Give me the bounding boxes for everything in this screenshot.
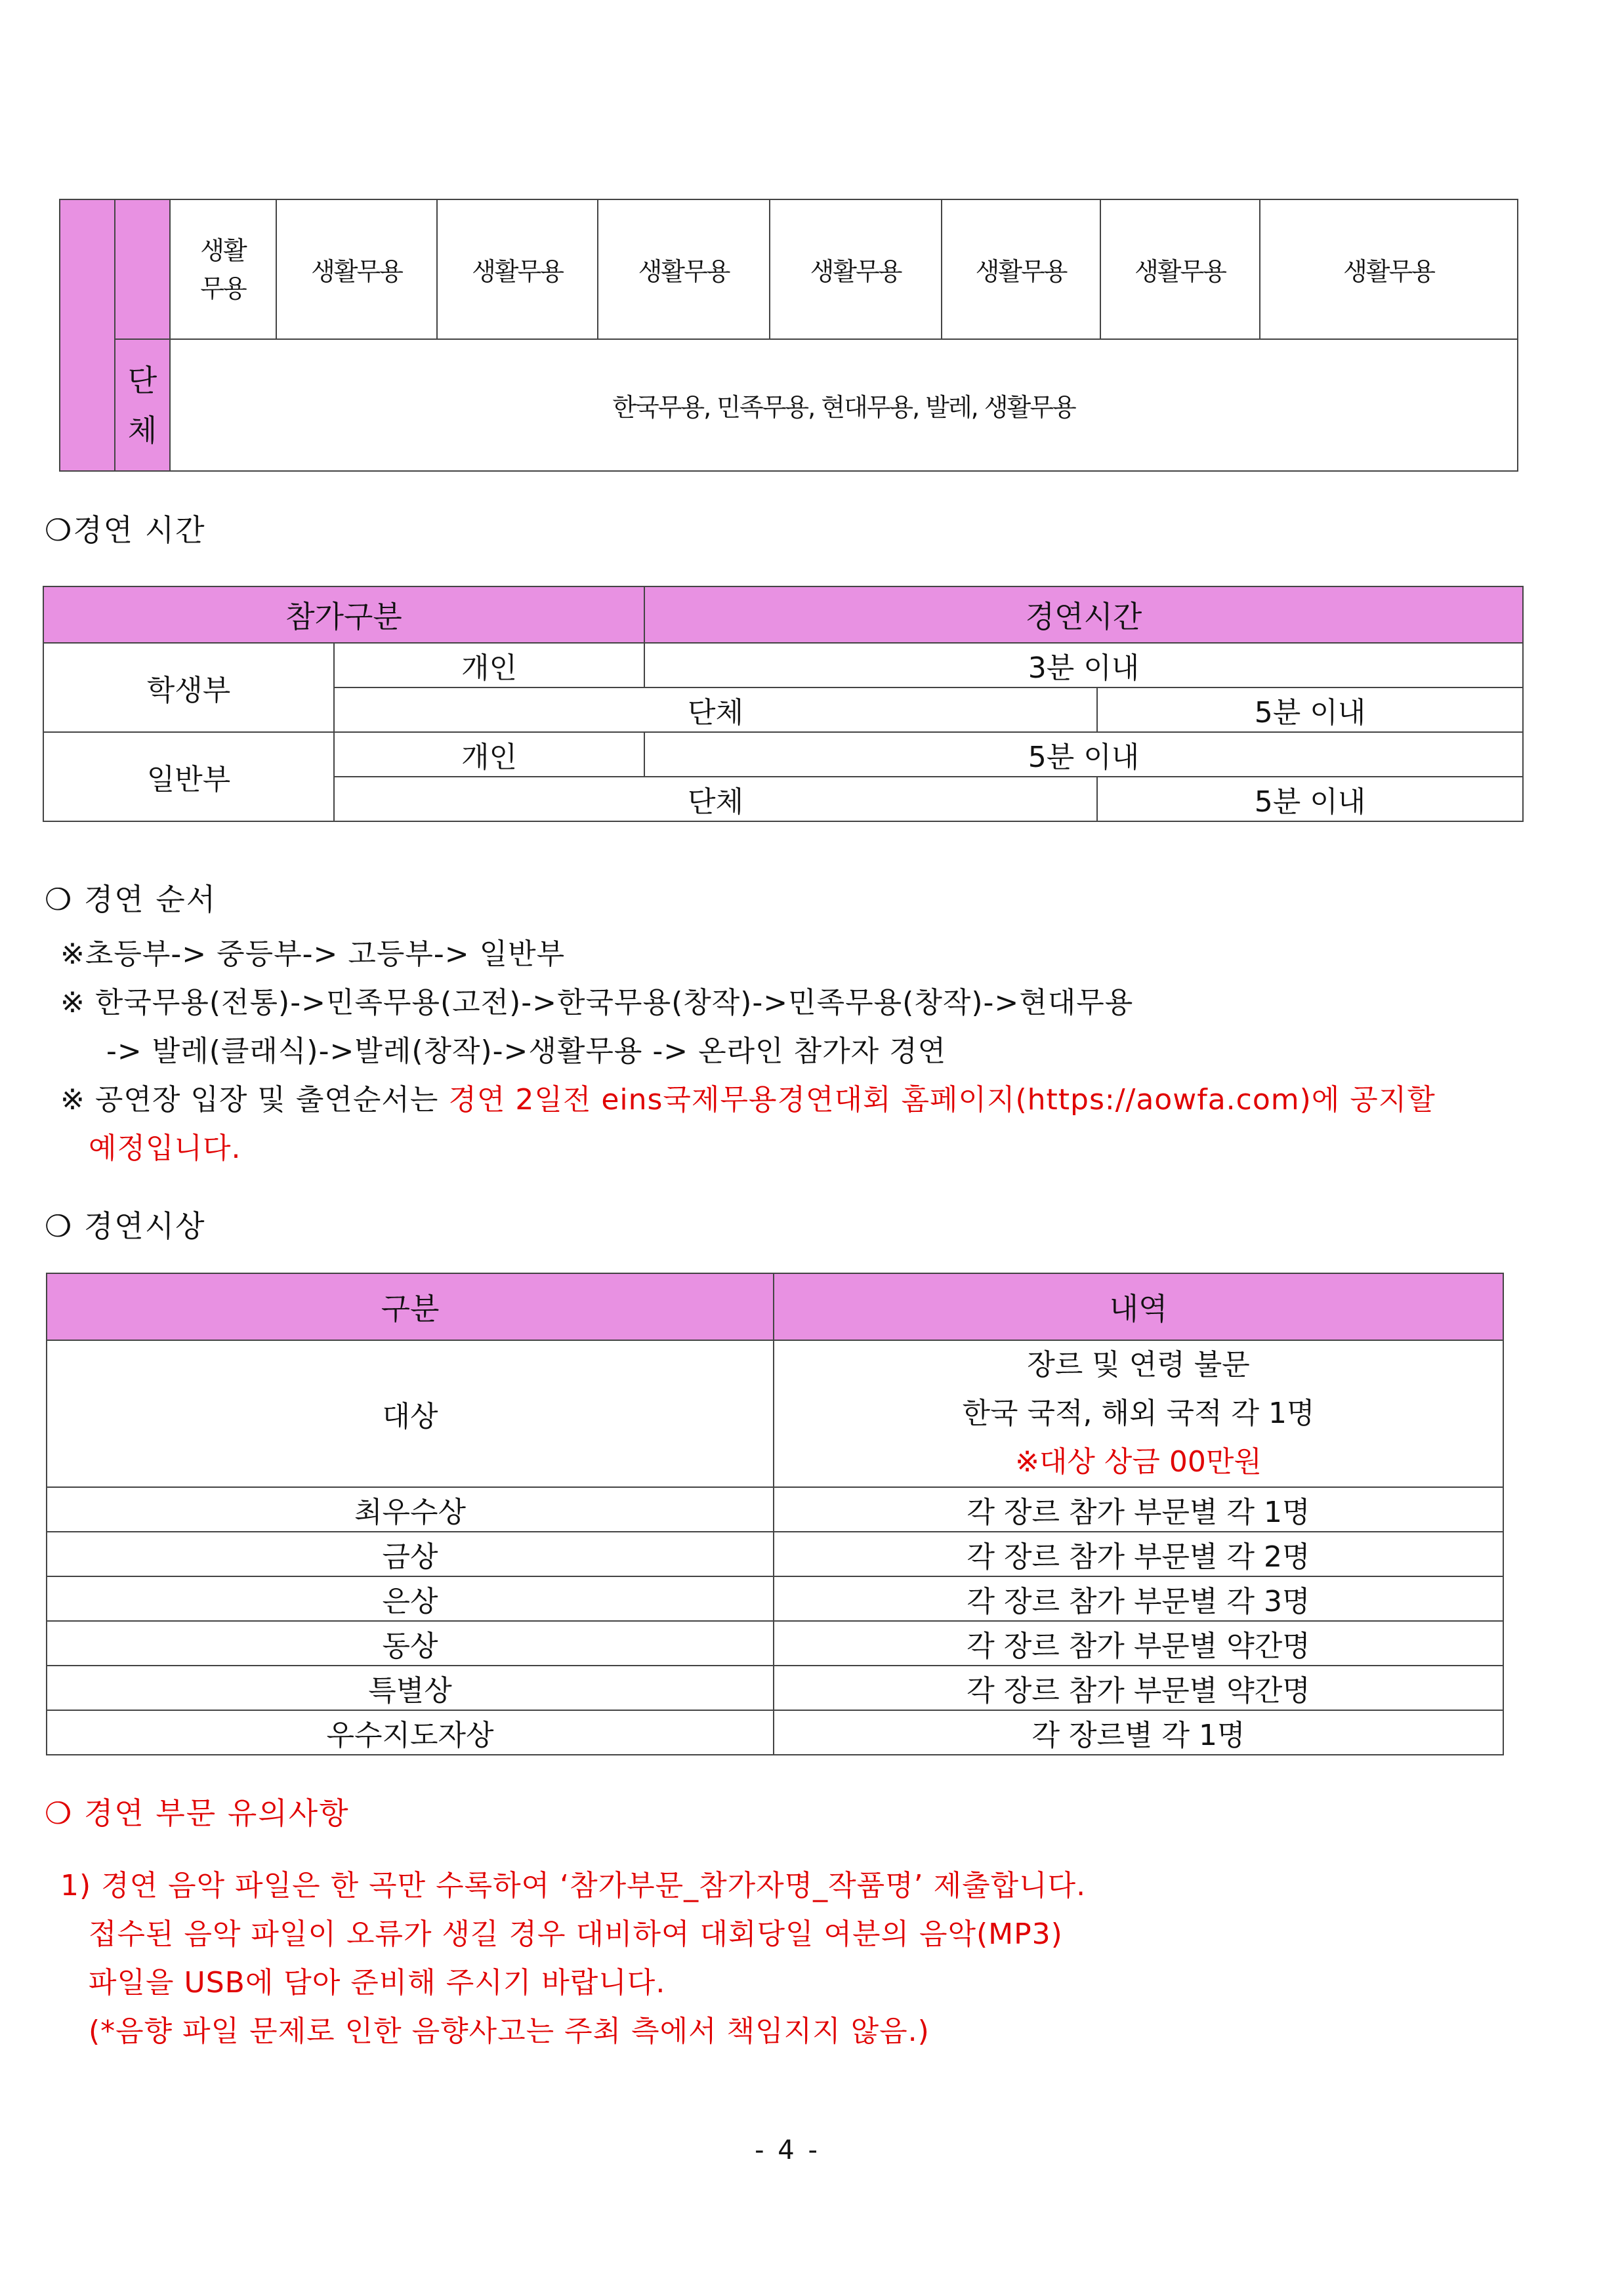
award-table: [46, 1273, 1504, 1755]
notice-line-3: 파일을 USB에 담아 준비해 주시기 바랍니다.: [89, 1966, 666, 1999]
award-row: [47, 1710, 1503, 1755]
general-label: 일반부: [43, 732, 334, 821]
notice-line-2: 접수된 음악 파일이 오류가 생길 경우 대비하여 대회당일 여분의 음악(MP3): [89, 1917, 1063, 1951]
notice-line-1: 1) 경연 음악 파일은 한 곡만 수록하여 ‘참가부문_참가자명_작품명’ 제출합니다.: [60, 1869, 1087, 1902]
student-individual-label: 개인: [334, 643, 644, 687]
group-label: 단 체: [115, 339, 170, 471]
award-row: [47, 1532, 1503, 1576]
category-cell: 생활무용: [276, 199, 437, 339]
category-cell: 생활무용: [1260, 199, 1518, 339]
group-genres: 한국무용, 민족무용, 현대무용, 발레, 생활무용: [170, 339, 1518, 471]
category-cell: 생활무용: [770, 199, 942, 339]
award-detail: 각 장르 참가 부문별 각 3명: [774, 1576, 1503, 1621]
general-group-label: 단체: [334, 777, 1097, 821]
award-label: 금상: [47, 1532, 774, 1576]
general-individual-time: 5분 이내: [644, 732, 1523, 777]
category-cell: 생활무용: [1100, 199, 1260, 339]
notice-section-heading: ❍ 경연 부문 유의사항: [45, 1795, 350, 1831]
order-line-1: ※초등부-> 중등부-> 고등부-> 일반부: [60, 937, 566, 971]
award-label: 최우수상: [47, 1487, 774, 1532]
award-grand-prize: ※대상 상금 00만원: [1015, 1445, 1262, 1479]
notice-line-4: (*음향 파일 문제로 인한 음향사고는 주최 측에서 책임지지 않음.): [89, 2015, 930, 2048]
award-section-heading: ❍ 경연시상: [45, 1208, 206, 1244]
award-detail: 각 장르 참가 부문별 약간명: [774, 1621, 1503, 1666]
award-row: [47, 1487, 1503, 1532]
award-header-detail: 내역: [774, 1273, 1503, 1340]
category-side-cell: [60, 199, 115, 471]
category-sub-cell: [115, 199, 170, 339]
award-row: [47, 1666, 1503, 1710]
general-individual-label: 개인: [334, 732, 644, 777]
order-line-3: -> 발레(클래식)->발레(창작)->생활무용 -> 온라인 참가자 경연: [106, 1035, 947, 1068]
general-group-time: 5분 이내: [1097, 777, 1523, 821]
time-header-time: 경연시간: [644, 586, 1523, 643]
time-section-heading: ❍경연 시간: [45, 512, 206, 548]
award-grand-line-2: 한국 국적, 해외 국적 각 1명: [962, 1397, 1315, 1430]
student-group-time: 5분 이내: [1097, 687, 1523, 732]
award-label: 특별상: [47, 1666, 774, 1710]
category-table: [59, 199, 1518, 472]
student-group-label: 단체: [334, 687, 1097, 732]
order-line-2: ※ 한국무용(전통)->민족무용(고전)->한국무용(창작)->민족무용(창작)->현대무용: [60, 986, 1134, 1019]
award-detail: 각 장르별 각 1명: [774, 1710, 1503, 1755]
order-line-4-prefix: ※ 공연장 입장 및 출연순서는: [60, 1083, 449, 1117]
award-row: [47, 1621, 1503, 1666]
award-grand-detail: [774, 1340, 1503, 1487]
award-label: 동상: [47, 1621, 774, 1666]
award-header-category: 구분: [47, 1273, 774, 1340]
order-line-4-notice: 경연 2일전 eins국제무용경연대회 홈페이지(https://aowfa.com)에 공지할: [448, 1083, 1436, 1117]
award-grand-line-1: 장르 및 연령 불문: [1027, 1348, 1250, 1382]
category-cell: 생활무용: [942, 199, 1100, 339]
time-header-category: 참가구분: [43, 586, 644, 643]
award-row: [47, 1576, 1503, 1621]
award-detail: 각 장르 참가 부문별 각 1명: [774, 1487, 1503, 1532]
category-cell: 생활무용: [598, 199, 770, 339]
award-label: 우수지도자상: [47, 1710, 774, 1755]
category-cell: 생활 무용: [170, 199, 276, 339]
page-number: - 4 -: [755, 2135, 820, 2165]
award-grand-label: 대상: [47, 1340, 774, 1487]
order-section-heading: ❍ 경연 순서: [45, 882, 217, 917]
student-individual-time: 3분 이내: [644, 643, 1523, 687]
category-cell: 생활무용: [437, 199, 598, 339]
award-detail: 각 장르 참가 부문별 각 2명: [774, 1532, 1503, 1576]
award-detail: 각 장르 참가 부문별 약간명: [774, 1666, 1503, 1710]
student-label: 학생부: [43, 643, 334, 732]
order-line-5: 예정입니다.: [89, 1132, 241, 1165]
time-table: [43, 586, 1524, 822]
award-label: 은상: [47, 1576, 774, 1621]
order-line-4: [60, 1076, 1436, 1118]
